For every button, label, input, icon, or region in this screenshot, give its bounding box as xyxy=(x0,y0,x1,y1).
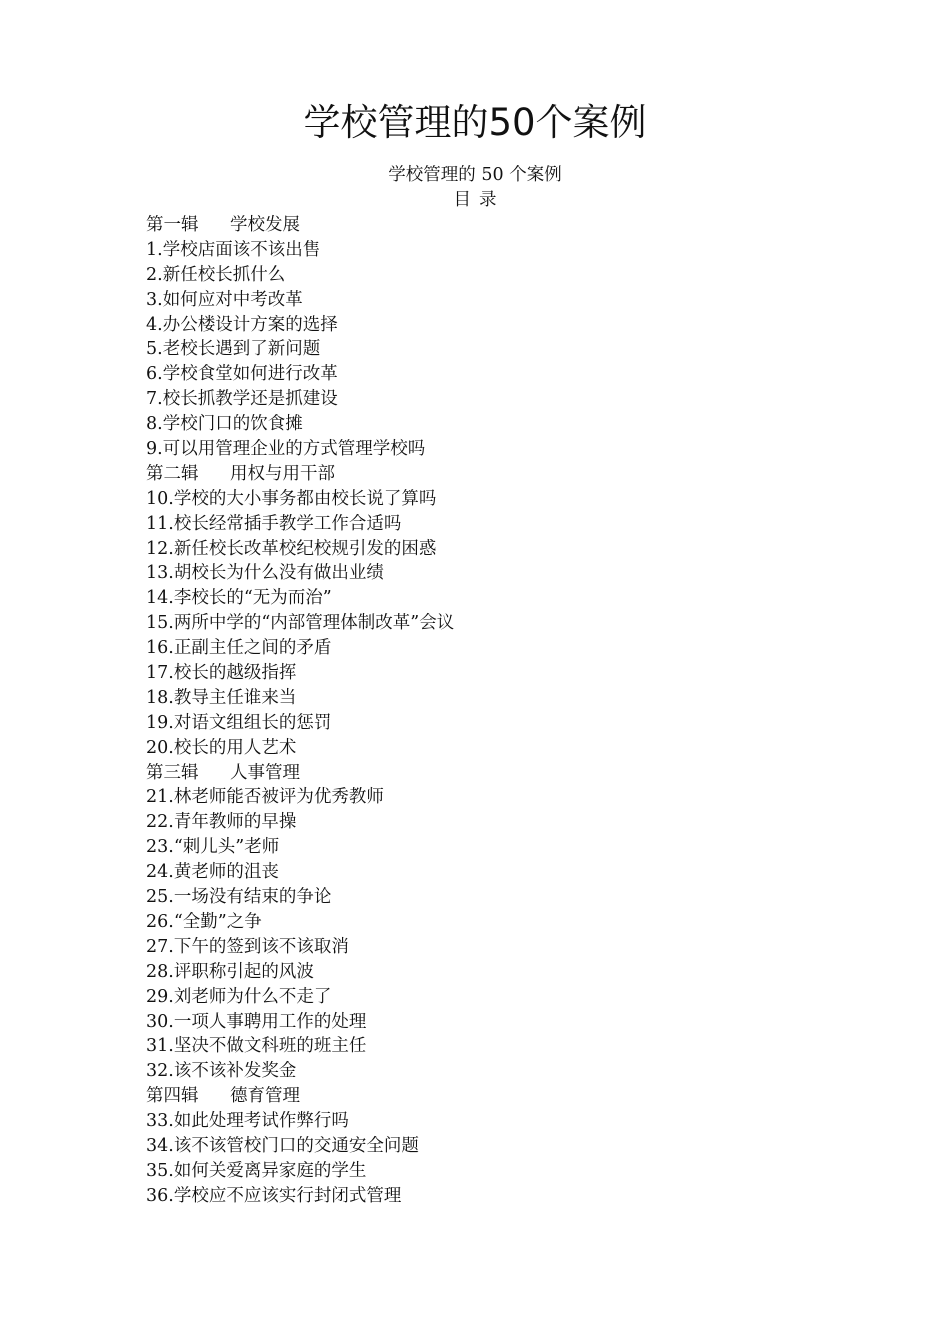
toc-entry: 4.办公楼设计方案的选择 xyxy=(146,314,338,335)
toc-heading: 目录 xyxy=(453,190,505,210)
section-name: 人事管理 xyxy=(230,762,300,783)
toc-entry: 7.校长抓教学还是抓建设 xyxy=(146,389,338,410)
toc-entry: 9.可以用管理企业的方式管理学校吗 xyxy=(146,439,426,460)
toc-entry: 15.两所中学的“内部管理体制改革”会议 xyxy=(146,613,455,634)
table-of-contents xyxy=(146,213,846,1209)
toc-entry: 29.刘老师为什么不走了 xyxy=(146,986,332,1007)
toc-entry: 8.学校门口的饮食摊 xyxy=(146,414,303,435)
section-name: 用权与用干部 xyxy=(230,463,335,484)
section-number: 第四辑 xyxy=(146,1086,199,1107)
toc-entry: 13.胡校长为什么没有做出业绩 xyxy=(146,563,384,584)
document-subtitle: 学校管理的 50 个案例 xyxy=(388,165,562,185)
toc-entry: 12.新任校长改革校纪校规引发的困惑 xyxy=(146,538,437,559)
toc-entry: 23.“刺儿头”老师 xyxy=(146,837,280,858)
toc-section-heading xyxy=(146,1084,846,1109)
toc-entry: 27.下午的签到该不该取消 xyxy=(146,936,349,957)
toc-entry: 24.黄老师的沮丧 xyxy=(146,862,279,883)
toc-section-heading xyxy=(146,761,846,786)
toc-entry: 18.教导主任谁来当 xyxy=(146,687,297,708)
toc-entry: 25.一场没有结束的争论 xyxy=(146,887,332,908)
toc-entry: 14.李校长的“无为而治” xyxy=(146,588,332,609)
toc-entry: 11.校长经常插手教学工作合适吗 xyxy=(146,513,402,534)
toc-section-heading xyxy=(146,213,846,238)
toc-entry: 20.校长的用人艺术 xyxy=(146,737,297,758)
section-number: 第一辑 xyxy=(146,215,199,235)
toc-entry: 17.校长的越级指挥 xyxy=(146,663,297,684)
toc-entry: 33.如此处理考试作弊行吗 xyxy=(146,1111,349,1132)
section-number: 第三辑 xyxy=(146,762,199,783)
toc-entry: 10.学校的大小事务都由校长说了算吗 xyxy=(146,488,437,509)
toc-entry: 16.正副主任之间的矛盾 xyxy=(146,638,332,659)
toc-entry: 28.评职称引起的风波 xyxy=(146,961,314,982)
page-title: 学校管理的50个案例 xyxy=(303,101,647,144)
toc-section-heading xyxy=(146,462,846,487)
toc-entry: 30.一项人事聘用工作的处理 xyxy=(146,1011,367,1032)
toc-entry: 35.如何关爱离异家庭的学生 xyxy=(146,1160,367,1181)
toc-entry: 32.该不该补发奖金 xyxy=(146,1061,297,1082)
toc-entry: 22.青年教师的早操 xyxy=(146,812,297,833)
toc-entry: 26.“全勤”之争 xyxy=(146,911,262,932)
toc-entry: 36.学校应不应该实行封闭式管理 xyxy=(146,1185,402,1206)
toc-entry: 5.老校长遇到了新问题 xyxy=(146,339,321,360)
toc-entry: 34.该不该管校门口的交通安全问题 xyxy=(146,1135,419,1156)
section-name: 学校发展 xyxy=(230,215,300,235)
toc-entry: 1.学校店面该不该出售 xyxy=(146,239,321,260)
toc-entry: 6.学校食堂如何进行改革 xyxy=(146,364,338,385)
toc-entry: 21.林老师能否被评为优秀教师 xyxy=(146,787,384,808)
toc-entry: 19.对语文组组长的惩罚 xyxy=(146,712,332,733)
section-name: 德育管理 xyxy=(230,1086,300,1107)
section-number: 第二辑 xyxy=(146,463,199,484)
toc-entry: 2.新任校长抓什么 xyxy=(146,264,286,285)
toc-entry: 3.如何应对中考改革 xyxy=(146,289,303,310)
toc-entry: 31.坚决不做文科班的班主任 xyxy=(146,1036,367,1057)
